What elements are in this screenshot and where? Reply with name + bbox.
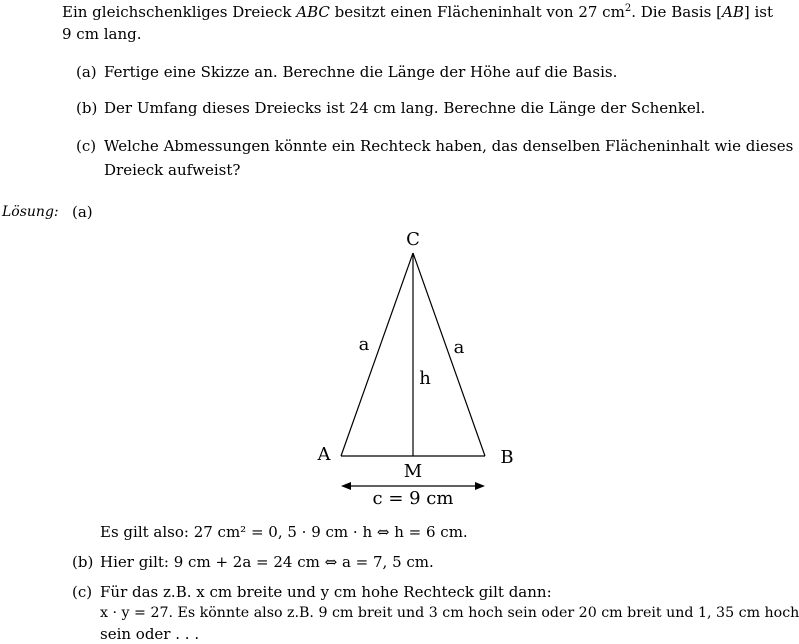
height-label: h xyxy=(419,368,431,389)
side-ac xyxy=(341,253,413,456)
solution-a-result: Es gilt also: 27 cm² = 0, 5 · 9 cm · h ⇔ h = 6 cm. xyxy=(100,523,468,541)
solution-b-text: Hier gilt: 9 cm + 2a = 24 cm ⇔ a = 7, 5 cm. xyxy=(100,553,434,571)
vertex-c-label: C xyxy=(406,229,420,250)
midpoint-label: M xyxy=(403,461,423,482)
side-left-label: a xyxy=(358,334,370,355)
part-c-text2: Dreieck aufweist? xyxy=(104,161,241,179)
vertex-a-label: A xyxy=(317,444,331,465)
solution-heading: Lösung: xyxy=(2,204,59,220)
problem-intro-line2: 9 cm lang. xyxy=(62,25,142,43)
solution-b-label: (b) xyxy=(72,553,94,571)
part-c-text: Welche Abmessungen könnte ein Rechteck haben, das denselben Flächeninhalt wie dieses xyxy=(104,137,794,155)
solution-c-line3: sein oder . . . xyxy=(100,625,200,643)
part-b-text: Der Umfang dieses Dreiecks ist 24 cm lang. Berechne die Länge der Schenkel. xyxy=(104,99,706,117)
side-bc xyxy=(413,253,485,456)
problem-intro-line1: Ein gleichschenkliges Dreieck ABC besitzt einen Flächeninhalt von 27 $cm^2$. Die Basis [AB] ist xyxy=(62,3,773,21)
solution-part-a-label: (a) xyxy=(72,203,93,221)
vertex-b-label: B xyxy=(500,447,514,468)
part-a-label: (a) xyxy=(76,63,97,81)
solution-c-line1: Für das z.B. x cm breite und y cm hohe Rechteck gilt dann: xyxy=(100,583,552,601)
part-c-label: (c) xyxy=(76,137,97,155)
part-b-label: (b) xyxy=(76,99,98,117)
solution-c-line2: x · y = 27. Es könnte also z.B. 9 cm breit und 3 cm hoch sein oder 20 cm breit und 1, 35 cm hoch xyxy=(100,605,799,621)
solution-c-label: (c) xyxy=(72,583,93,601)
part-a-text: Fertige eine Skizze an. Berechne die Länge der Höhe auf die Basis. xyxy=(104,63,618,81)
base-length-label: c = 9 cm xyxy=(372,488,454,509)
side-right-label: a xyxy=(453,337,465,358)
